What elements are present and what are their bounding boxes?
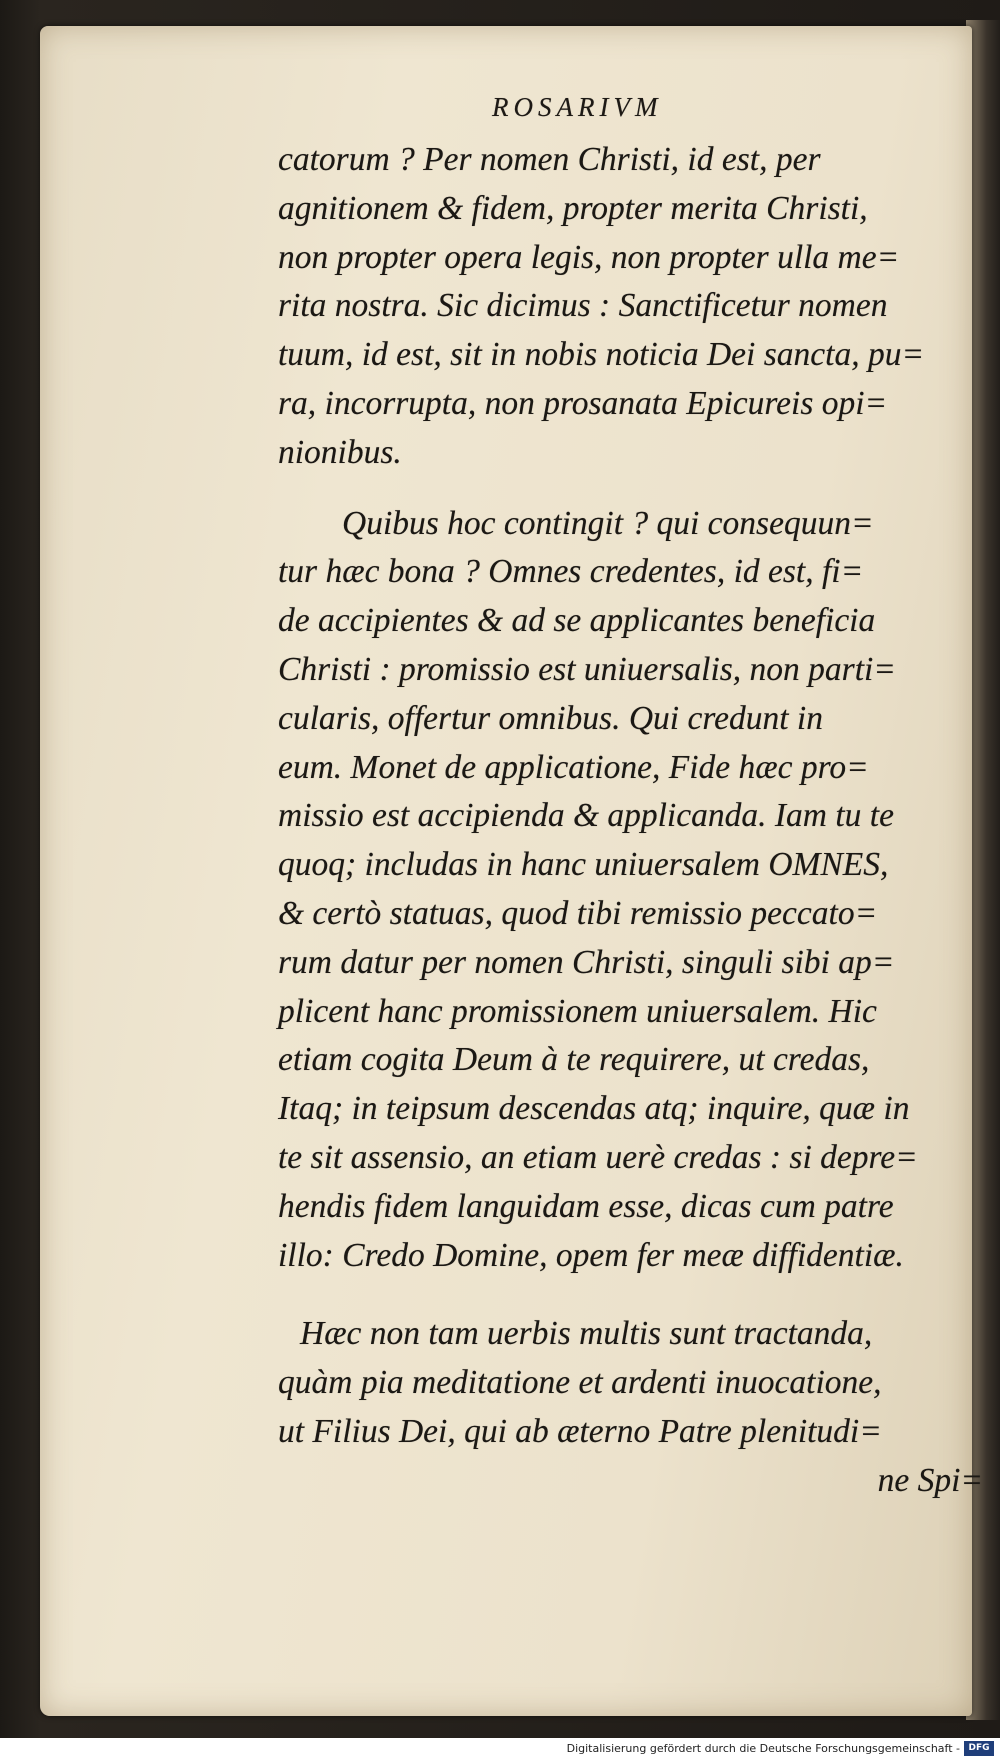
text-line: cularis, offertur omnibus. Qui credunt in xyxy=(278,699,823,737)
text-line: ra, incorrupta, non prosanata Epicureis opi= xyxy=(278,384,888,422)
running-head: ROSARIVM xyxy=(492,92,663,122)
text-line: Christi : promissio est uniuersalis, non parti= xyxy=(278,650,896,688)
text-line: te sit assensio, an etiam uerè credas : si depre= xyxy=(278,1138,918,1176)
digitization-credit: Digitalisierung gefördert durch die Deutsche Forschungsgemeinschaft - xyxy=(566,1742,960,1755)
text-line: tuum, id est, sit in nobis noticia Dei sancta, pu= xyxy=(278,336,925,374)
paragraph-1 xyxy=(278,136,983,478)
page-text xyxy=(278,136,983,1506)
paragraph-2 xyxy=(278,500,983,1281)
text-line: illo: Credo Domine, opem fer meæ diffidentiæ. xyxy=(278,1236,904,1274)
dfg-logo-icon: DFG xyxy=(964,1741,994,1756)
text-line: agnitionem & fidem, propter merita Christi, xyxy=(278,189,868,227)
text-line: eum. Monet de applicatione, Fide hæc pro= xyxy=(278,748,869,786)
text-line: de accipientes & ad se applicantes beneficia xyxy=(278,602,876,640)
text-line: tur hæc bona ? Omnes credentes, id est, fi= xyxy=(278,553,864,591)
text-line: rita nostra. Sic dicimus : Sanctificetur nomen xyxy=(278,287,888,325)
text-line: plicent hanc promissionem uniuersalem. Hic xyxy=(278,992,877,1030)
text-line: hendis fidem languidam esse, dicas cum patre xyxy=(278,1187,894,1225)
text-line: & certò statuas, quod tibi remissio peccato= xyxy=(278,894,878,932)
text-line: Quibus hoc contingit ? qui consequun= xyxy=(342,504,874,542)
text-line: catorum ? Per nomen Christi, id est, per xyxy=(278,141,821,178)
text-line: rum datur per nomen Christi, singuli sibi ap= xyxy=(278,943,895,981)
text-line: missio est accipienda & applicanda. Iam tu te xyxy=(278,797,894,835)
text-line: nionibus. xyxy=(278,433,402,471)
text-line: etiam cogita Deum à te requirere, ut credas, xyxy=(278,1041,870,1079)
text-line: Itaq; in teipsum descendas atq; inquire, quæ in xyxy=(278,1090,910,1128)
catchword: ne Spi= xyxy=(877,1461,983,1499)
text-line: non propter opera legis, non propter ulla me= xyxy=(278,238,900,276)
text-line: quoq; includas in hanc uniuersalem OMNES, xyxy=(278,846,889,884)
text-line: Hæc non tam uerbis multis sunt tractanda, xyxy=(300,1315,873,1353)
text-line: quàm pia meditatione et ardenti inuocatione, xyxy=(278,1364,882,1402)
text-line: ut Filius Dei, qui ab æterno Patre plenitudi= xyxy=(278,1412,882,1450)
paragraph-3 xyxy=(278,1310,983,1505)
